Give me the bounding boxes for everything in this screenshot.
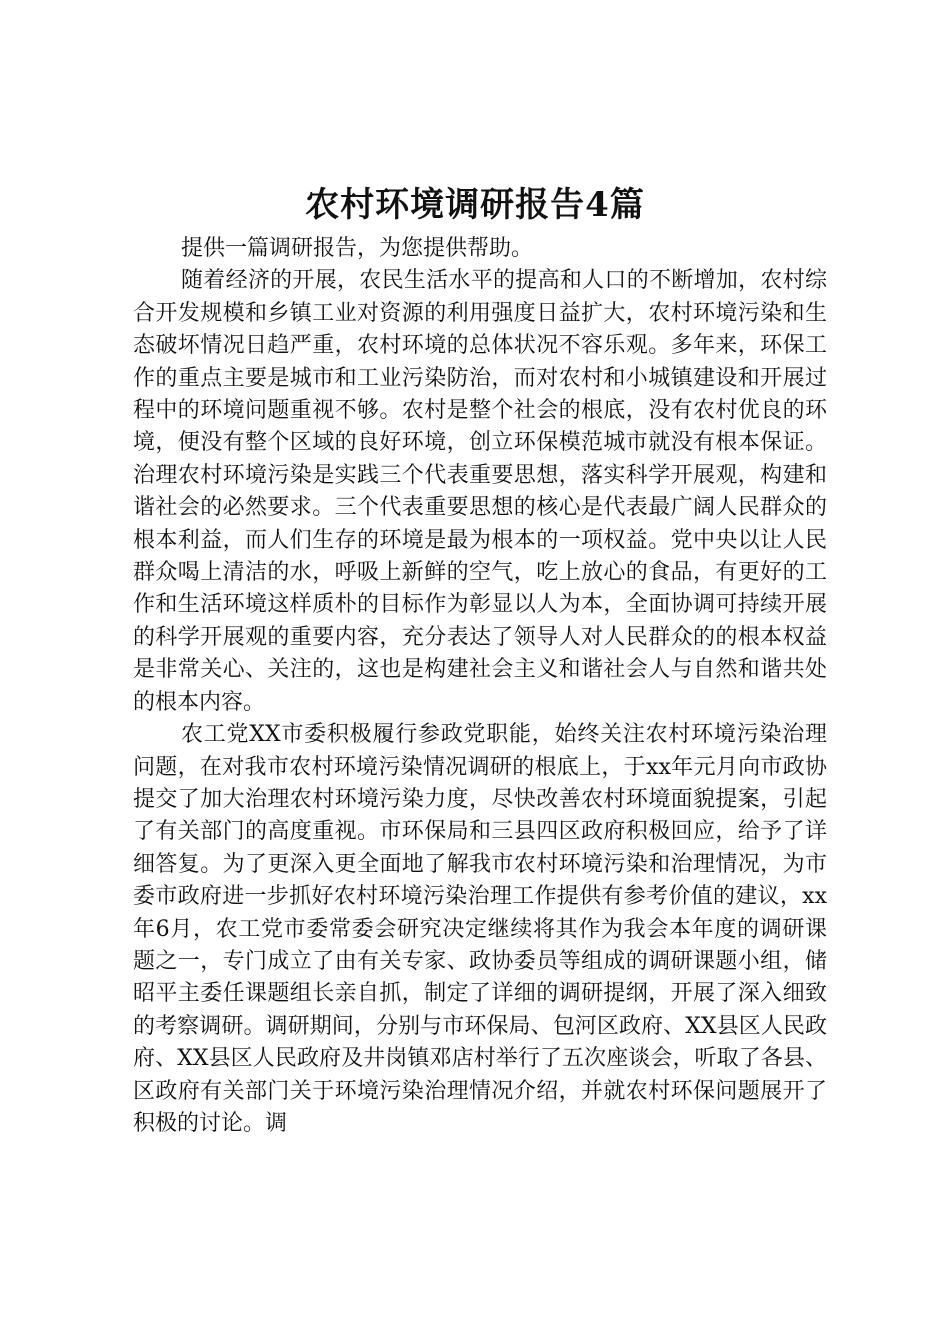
paragraph-investigation: 农工党XX市委积极履行参政党职能，始终关注农村环境污染治理问题，在对我市农村环境污染情况调研的根底上，于xx年元月向市政协提交了加大治理农村环境污染力度，尽快改善农村环境面貌提案，引起了有关部门的高度重视。市环保局和三县四区政府积极回应，给予了详细答复。为了更深入更全面地了解我市农村环境污染和治理情况，为市委市政府进一步抓好农村环境污染治理工作提供有参考价值的建议，xx年6月，农工党市委常委会研究决定继续将其作为我会本年度的调研课题之一，专门成立了由有关专家、政协委员等组成的调研课题小组，储昭平主委任课题组长亲自抓，制定了详细的调研提纲，开展了深入细致的考察调研。调研期间，分别与市环保局、包河区政府、XX县区人民政府、XX县区人民政府及井岗镇邓店村举行了五次座谈会，听取了各县、区政府有关部门关于环境污染治理情况介绍，并就农村环保问题展开了积极的讨论。调 (133, 722, 827, 1136)
document-body (133, 233, 827, 1140)
paragraph-background: 随着经济的开展，农民生活水平的提高和人口的不断增加，农村综合开发规模和乡镇工业对资源的利用强度日益扩大，农村环境污染和生态破坏情况日趋严重，农村环境的总体状况不容乐观。多年来，环保工作的重点主要是城市和工业污染防治，而对农村和小城镇建设和开展过程中的环境问题重视不够。农村是整个社会的根底，没有农村优良的环境，便没有整个区域的良好环境，创立环保模范城市就没有根本保证。治理农村环境污染是实践三个代表重要思想，落实科学开展观，构建和谐社会的必然要求。三个代表重要思想的核心是代表最广阔人民群众的根本利益，而人们生存的环境是最为根本的一项权益。党中央以让人民群众喝上清洁的水，呼吸上新鲜的空气，吃上放心的食品，有更好的工作和生活环境这样质朴的目标作为彰显以人为本，全面协调可持续开展的科学开展观的重要内容，充分表达了领导人对人民群众的的根本权益是非常关心、关注的，这也是构建社会主义和谐社会人与自然和谐共处的根本内容。 (133, 268, 827, 715)
paragraph-intro: 提供一篇调研报告，为您提供帮助。 (181, 236, 534, 261)
document-title: 农村环境调研报告4篇 (305, 185, 645, 225)
